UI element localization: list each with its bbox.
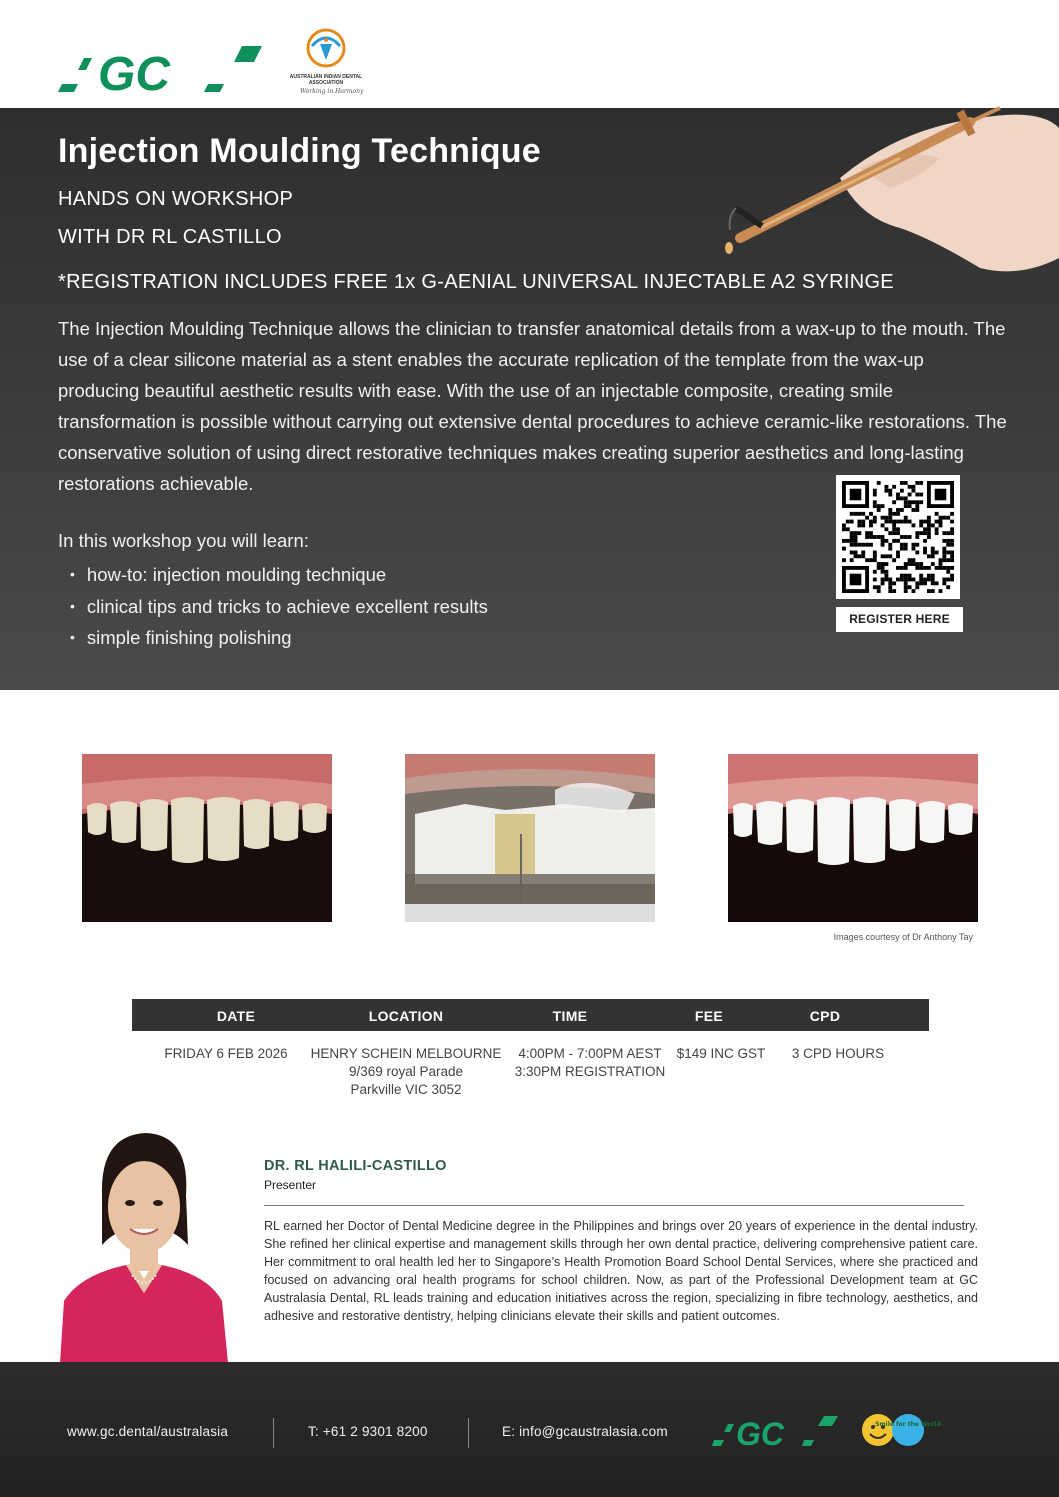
workshop-subtitle: HANDS ON WORKSHOP [58, 188, 294, 210]
learn-item: • clinical tips and tricks to achieve excellent results [70, 592, 488, 624]
header-time: TIME [552, 1008, 588, 1024]
learn-item: • simple finishing polishing [70, 623, 488, 655]
event-location [302, 1045, 510, 1099]
learn-list [70, 560, 488, 655]
after-teeth-photo [728, 754, 978, 922]
header-location: LOCATION [368, 1008, 444, 1024]
before-teeth-photo [82, 754, 332, 922]
qr-code-icon [842, 481, 954, 593]
footer-email[interactable]: E: info@gcaustralasia.com [502, 1424, 668, 1439]
smile-for-the-world-logo [860, 1410, 941, 1450]
register-qr-code[interactable] [836, 475, 960, 599]
workshop-description: The Injection Moulding Technique allows the clinician to transfer anatomical details from a wax-up to the mouth. The use of a clear silicone material as a stent enables the accurate replication of the template from the wax-up producing beautiful aesthetic results with ease. With the use of an injectable composite, creating smile transformation is possible without carrying out extensive dental procedures to achieve ceramic-like restorations. The conservative solution of using direct restorative techniques makes creating superior aesthetics and long-lasting restorations achievable. [58, 318, 1007, 494]
procedure-teeth-photo [405, 754, 655, 922]
header-fee: FEE [694, 1008, 724, 1024]
register-here-button[interactable]: REGISTER HERE [836, 607, 963, 632]
header-cpd: CPD [809, 1008, 841, 1024]
image-credit: Images courtesy of Dr Anthony Tay [833, 932, 973, 942]
footer-phone[interactable]: T: +61 2 9301 8200 [308, 1424, 428, 1439]
footer-divider [273, 1418, 274, 1448]
presenter-role: Presenter [264, 1178, 317, 1192]
location-line-2: 9/369 royal Parade [348, 1064, 464, 1079]
footer-website-link[interactable]: www.gc.dental/australasia [67, 1424, 229, 1439]
event-cpd: 3 CPD HOURS [791, 1046, 885, 1061]
learn-item: • how-to: injection moulding technique [70, 560, 488, 592]
time-line-1: 4:00PM - 7:00PM AEST [518, 1046, 662, 1061]
footer [0, 1362, 1059, 1497]
registration-promo: *REGISTRATION INCLUDES FREE 1x G-AENIAL UNIVERSAL INJECTABLE A2 SYRINGE [58, 271, 894, 293]
svg-text:GC: GC [98, 48, 170, 101]
learn-intro: In this workshop you will learn: [58, 530, 309, 551]
ada-logo-text: AUSTRALIAN INDIAN DENTAL ASSOCIATION [289, 74, 363, 86]
hero-section [0, 108, 1059, 690]
presenter-bio: RL earned her Doctor of Dental Medicine degree in the Philippines and brings over 20 years of experience in the dental industry. She refined her clinical expertise and management skills through her own dental practice, delivering comprehensive patient care. Her commitment to oral health led her to Singapore’s Health Promotion Board School Dental Services, where she practiced and focused on advancing oral health programs for school children. Now, as part of the Professional Development team at GC Australasia Dental, RL leads training and education initiatives across the region, specializing in fibre technology, aesthetics, and adhesive and restorative dentistry, helping clinicians elevate their skills and patient outcomes. [264, 1219, 978, 1323]
presenter-divider [264, 1205, 964, 1206]
footer-gc-logo [712, 1412, 840, 1452]
gc-logo [58, 40, 268, 101]
header-date: DATE [216, 1008, 256, 1024]
presenter-name: DR. RL HALILI-CASTILLO [264, 1158, 447, 1174]
footer-divider [468, 1418, 469, 1448]
presenter-photo [50, 1125, 230, 1363]
ada-tagline: Working in Harmony [300, 88, 364, 95]
top-logo-bar [0, 0, 1059, 108]
event-fee: $149 INC GST [676, 1046, 766, 1061]
event-time [508, 1045, 672, 1081]
presenter-subtitle: WITH DR RL CASTILLO [58, 226, 282, 248]
page-title: Injection Moulding Technique [58, 132, 541, 170]
event-date: FRIDAY 6 FEB 2026 [164, 1046, 288, 1061]
location-line-3: Parkville VIC 3052 [350, 1082, 462, 1097]
time-line-2: 3:30PM REGISTRATION [514, 1064, 666, 1079]
svg-text:GC: GC [736, 1416, 784, 1452]
location-line-1: HENRY SCHEIN MELBOURNE [310, 1046, 502, 1061]
svg-text:Smile for the World: Smile for the World [875, 1421, 941, 1428]
event-table-header [132, 999, 929, 1031]
